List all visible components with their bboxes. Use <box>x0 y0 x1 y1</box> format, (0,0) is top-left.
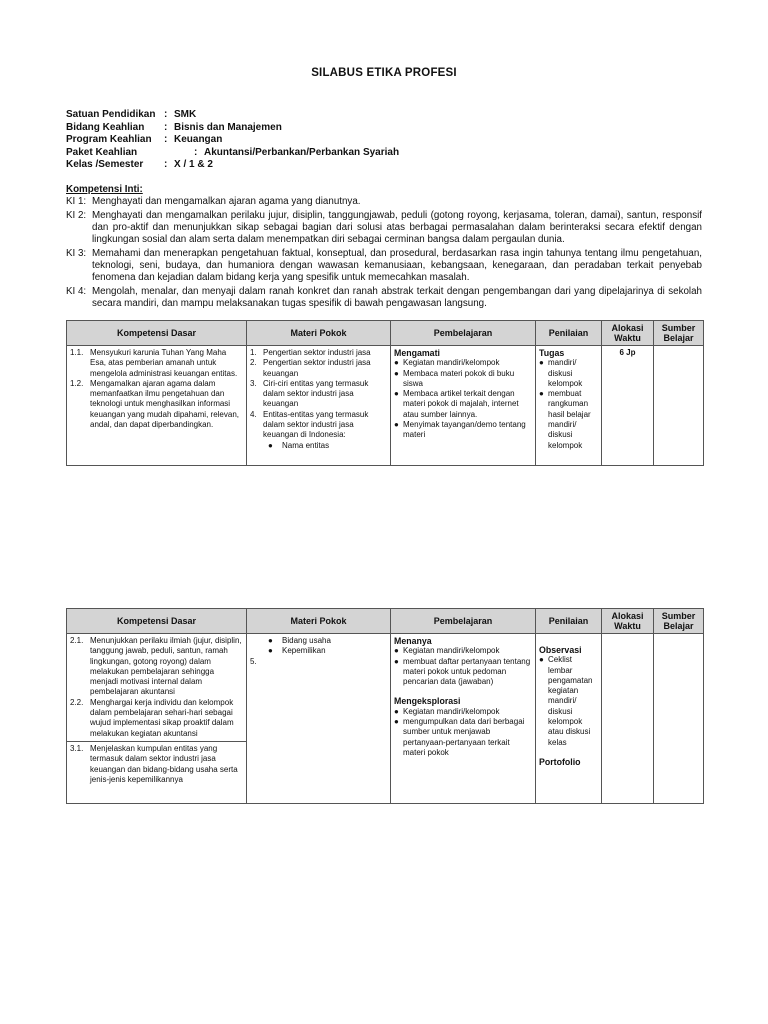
identity-row-satuan <box>66 109 399 122</box>
cell-pembelajaran <box>391 346 536 466</box>
identity-colon: : <box>164 159 168 170</box>
penilaian-text: mandiri/ diskusi kelompok <box>548 358 583 388</box>
materi-sub-text: Bidang usaha <box>282 636 331 645</box>
header-sumber-belajar: Sumber Belajar <box>654 321 704 346</box>
header-materi-pokok: Materi Pokok <box>247 609 391 634</box>
identity-row-program <box>66 134 399 147</box>
header-pembelajaran: Pembelajaran <box>391 609 536 634</box>
pembelajaran-item <box>394 646 532 656</box>
cell-materi-pokok <box>247 346 391 466</box>
identity-value: Keuangan <box>174 134 223 145</box>
kd-number: 2.2. <box>70 697 84 707</box>
identity-row-bidang <box>66 122 399 135</box>
ki-text: Menghayati dan mengamalkan perilaku jujur, disiplin, tanggungjawab, peduli (gotong royong, kerjasama, toleran, damai), santun, responsif dan pro-aktif dan menunjukkan sikap sebagai bagian dari solusi atas berbagai permasalahan dalam berinteraksi secara efektif dengan lingkungan sosial dan alam serta dalam menempatkan diri sebagai cerminan bangsa dalam pergaulan dunia. <box>92 210 702 245</box>
bullet-icon: ● <box>394 656 399 666</box>
ki-item <box>66 210 702 246</box>
pembelajaran-heading: Mengamati <box>394 348 440 358</box>
document-title: SILABUS ETIKA PROFESI <box>311 67 457 79</box>
ki-item <box>66 286 702 310</box>
cell-penilaian <box>536 634 602 804</box>
materi-item <box>250 657 387 667</box>
cell-pembelajaran <box>391 634 536 804</box>
header-penilaian: Penilaian <box>536 609 602 634</box>
header-kompetensi-dasar: Kompetensi Dasar <box>67 321 247 346</box>
bullet-icon: ● <box>394 368 399 378</box>
kd-number: 1.2. <box>70 378 84 388</box>
identity-label: Satuan Pendidikan <box>66 109 156 120</box>
pembelajaran-item <box>394 369 532 390</box>
identity-label: Program Keahlian <box>66 134 152 145</box>
pembelajaran-text: Membaca artikel terkait dengan materi pokok di majalah, internet atau sumber lainnya. <box>403 389 519 419</box>
table-row <box>67 346 704 466</box>
identity-label: Kelas /Semester <box>66 159 144 170</box>
header-kompetensi-dasar: Kompetensi Dasar <box>67 609 247 634</box>
penilaian-item <box>539 655 598 748</box>
identity-colon: : <box>194 146 198 158</box>
kd-text: Menghargai kerja individu dan kelompok dalam pembelajaran sehari-hari sebagai wujud implementasi sikap proaktif dalam melakukan kegiatan akuntansi <box>90 697 234 738</box>
materi-text: Pengertian sektor industri jasa keuangan <box>263 358 371 378</box>
penilaian-heading: Portofolio <box>539 756 581 767</box>
kd-item <box>70 698 243 739</box>
cell-sumber-belajar <box>654 634 704 804</box>
bullet-icon: ● <box>268 440 273 450</box>
spacer <box>394 687 532 696</box>
bullet-icon: ● <box>539 389 544 399</box>
kd-item <box>70 636 243 698</box>
cell-penilaian <box>536 346 602 466</box>
ki-item <box>66 248 702 284</box>
header-penilaian: Penilaian <box>536 321 602 346</box>
kd-text: Mengamalkan ajaran agama dalam memanfaatkan ilmu pengetahuan dan teknologi untuk menghasilkan informasi keuangan yang mudah dipahami, relevan, andal, dan dapat diperbandingkan. <box>90 378 239 430</box>
materi-text: Pengertian sektor industri jasa <box>263 348 371 357</box>
spacer <box>539 636 598 645</box>
cell-alokasi-waktu: 6 Jp <box>602 346 654 466</box>
kd-number: 3.1. <box>70 743 84 753</box>
penilaian-text: membuat rangkuman hasil belajar mandiri/ diskusi kelompok <box>548 389 591 450</box>
cell-sumber-belajar <box>654 346 704 466</box>
identity-label: Bidang Keahlian <box>66 121 145 133</box>
identity-label: Paket Keahlian <box>66 146 138 158</box>
materi-number: 4. <box>250 409 257 419</box>
identity-colon: : <box>164 121 168 133</box>
pembelajaran-text: Kegiatan mandiri/kelompok <box>403 646 500 656</box>
materi-sub-item <box>250 441 387 451</box>
pembelajaran-item <box>394 358 532 368</box>
syllabus-table-2 <box>66 608 704 804</box>
materi-number: 5. <box>250 656 257 666</box>
ki-heading: Kompetensi Inti: <box>66 184 143 195</box>
kd-divider <box>67 741 246 742</box>
header-alokasi-waktu: Alokasi Waktu <box>602 321 654 346</box>
kd-item <box>70 379 243 430</box>
pembelajaran-heading: Mengeksplorasi <box>394 696 461 707</box>
bullet-icon: ● <box>394 389 399 399</box>
spacer <box>539 748 598 757</box>
pembelajaran-text: Menyimak tayangan/demo tentang materi <box>403 420 526 440</box>
materi-text: Entitas-entitas yang termasuk dalam sektor industri jasa keuangan di Indonesia: <box>263 409 369 440</box>
materi-sub-item <box>250 646 387 656</box>
ki-label: KI 3: <box>66 248 87 259</box>
cell-kompetensi-dasar <box>67 634 247 804</box>
bullet-icon: ● <box>394 646 399 656</box>
materi-sub-text: Nama entitas <box>282 440 330 450</box>
pembelajaran-heading: Menanya <box>394 636 432 646</box>
table-row <box>67 634 704 804</box>
ki-item <box>66 196 702 208</box>
pembelajaran-item <box>394 657 532 688</box>
bullet-icon: ● <box>539 655 544 665</box>
materi-item <box>250 358 387 379</box>
ki-label: KI 4: <box>66 286 87 297</box>
cell-kompetensi-dasar <box>67 346 247 466</box>
identity-colon: : <box>164 109 168 120</box>
bullet-icon: ● <box>268 636 273 645</box>
pembelajaran-text: mengumpulkan data dari berbagai sumber untuk menjawab pertanyaan-pertanyaan terkait materi pokok <box>403 717 525 757</box>
pembelajaran-text: Membaca materi pokok di buku siswa <box>403 368 515 388</box>
bullet-icon: ● <box>394 358 399 368</box>
identity-value: SMK <box>174 109 197 120</box>
pembelajaran-text: Kegiatan mandiri/kelompok <box>403 358 500 368</box>
ki-text: Menghayati dan mengamalkan ajaran agama yang dianutnya. <box>92 196 361 207</box>
materi-number: 2. <box>250 358 257 368</box>
materi-number: 3. <box>250 378 257 388</box>
materi-number: 1. <box>250 348 257 357</box>
identity-value: Akuntansi/Perbankan/Perbankan Syariah <box>204 146 400 158</box>
identity-block <box>66 109 399 172</box>
ki-label: KI 2: <box>66 210 87 221</box>
kd-text: Menjelaskan kumpulan entitas yang termasuk dalam sektor industri jasa keuangan dan bidang-bidang usaha serta jenis-jenis kepemilikannya <box>90 743 238 784</box>
bullet-icon: ● <box>394 706 399 716</box>
identity-value: X / 1 & 2 <box>174 159 213 170</box>
cell-alokasi-waktu <box>602 634 654 804</box>
kompetensi-inti <box>66 184 702 312</box>
identity-row-paket <box>66 147 399 160</box>
identity-row-kelas <box>66 159 399 172</box>
kd-number: 1.1. <box>70 348 84 357</box>
bullet-icon: ● <box>394 420 399 430</box>
penilaian-item <box>539 358 598 389</box>
ki-text: Memahami dan menerapkan pengetahuan faktual, konseptual, dan prosedural, berdasarkan rasa ingin tahunya tentang ilmu pengetahuan, teknologi, seni, budaya, dan humaniora dengan wawasan kemanusiaan, kebangsaan, kenegaraan, dan peradaban terkait penyebab fenomena dan kejadian dalam bidang kerja yang spesifik untuk memecahkan masalah. <box>92 248 702 283</box>
pembelajaran-text: Kegiatan mandiri/kelompok <box>403 706 500 716</box>
pembelajaran-item <box>394 717 532 758</box>
identity-colon: : <box>164 134 168 145</box>
bullet-icon: ● <box>539 358 544 368</box>
kd-item <box>70 348 243 379</box>
pembelajaran-item <box>394 420 532 441</box>
materi-item <box>250 410 387 441</box>
pembelajaran-text: membuat daftar pertanyaan tentang materi pokok untuk pedoman pencarian data (jawaban) <box>403 656 531 687</box>
materi-text: Ciri-ciri entitas yang termasuk dalam sektor industri jasa keuangan <box>263 378 369 409</box>
identity-value: Bisnis dan Manajemen <box>174 121 282 133</box>
materi-item <box>250 379 387 410</box>
header-alokasi-waktu: Alokasi Waktu <box>602 609 654 634</box>
materi-sub-text: Kepemilikan <box>282 646 326 656</box>
bullet-icon: ● <box>394 717 399 727</box>
cell-materi-pokok <box>247 634 391 804</box>
ki-text: Mengolah, menalar, dan menyaji dalam ranah konkret dan ranah abstrak terkait dengan pengembangan dari yang dipelajarinya di sekolah secara mandiri, dan mampu melaksanakan tugas spesifik di bawah pengawasan langsung. <box>92 286 702 309</box>
bullet-icon: ● <box>268 646 273 656</box>
kd-text: Mensyukuri karunia Tuhan Yang Maha Esa, atas pemberian amanah untuk mengelola administrasi keuangan entitas. <box>90 348 238 378</box>
table-header-row <box>67 609 704 634</box>
kd-item <box>70 744 243 785</box>
header-pembelajaran: Pembelajaran <box>391 321 536 346</box>
syllabus-table-1 <box>66 320 704 466</box>
materi-item <box>250 348 387 358</box>
penilaian-text: Ceklist lembar pengamatan kegiatan mandiri/ diskusi kelompok atau diskusi kelas <box>548 655 593 747</box>
penilaian-item <box>539 389 598 451</box>
materi-sub-item <box>250 636 387 646</box>
kd-text: Menunjukkan perilaku ilmiah (jujur, disiplin, tanggung jawab, peduli, santun, ramah lingkungan, gotong royong) dalam melakukan pembelajaran sehingga menjadi motivasi internal dalam pembelajaran akuntansi <box>90 636 242 697</box>
kd-number: 2.1. <box>70 636 84 645</box>
ki-label: KI 1: <box>66 196 87 207</box>
pembelajaran-item <box>394 707 532 717</box>
table-header-row <box>67 321 704 346</box>
header-sumber-belajar: Sumber Belajar <box>654 609 704 634</box>
penilaian-heading: Tugas <box>539 348 565 358</box>
header-materi-pokok: Materi Pokok <box>247 321 391 346</box>
penilaian-heading: Observasi <box>539 645 582 655</box>
pembelajaran-item <box>394 389 532 420</box>
